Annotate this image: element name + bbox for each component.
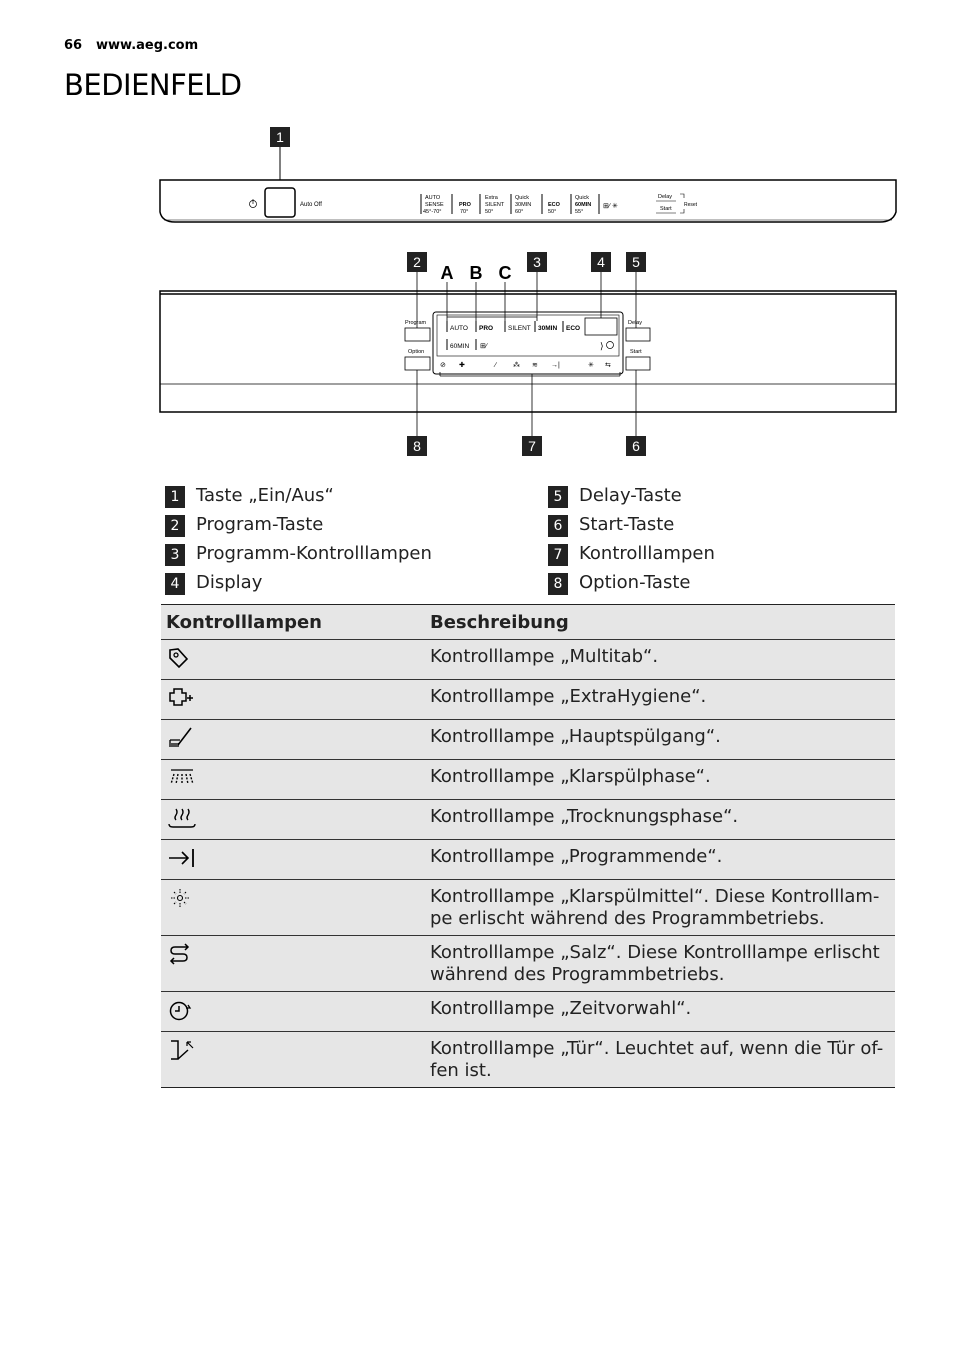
main-wash-icon [166,726,198,750]
callout-7 [522,436,542,456]
table-cell: Kontrolllampe „ExtraHygiene“. [425,680,895,720]
svg-text:30MIN: 30MIN [538,325,558,332]
svg-text:Delay: Delay [658,194,673,200]
svg-text:2: 2 [413,254,421,270]
program-button [405,328,430,341]
svg-text:✳: ✳ [588,362,594,369]
svg-text:⇆: ⇆ [605,362,611,369]
svg-text:4: 4 [597,254,605,270]
multitab-icon [166,646,198,670]
table-cell: Kontrolllampe „Zeitvorwahl“. [425,992,895,1032]
svg-text:Program: Program [405,320,427,326]
table-cell: Kontrolllampe „Programmende“. [425,840,895,880]
door-light: ⟩ [600,341,604,351]
legend-text: Display [196,572,263,593]
svg-text:60MIN: 60MIN [450,343,470,350]
svg-text:Reset: Reset [684,202,698,208]
callout-8 [407,436,427,456]
table-row [161,720,895,760]
svg-text:6: 6 [632,438,640,454]
svg-text:50°: 50° [548,209,557,215]
legend-badge: 1 [165,486,185,508]
svg-text:≋: ≋ [532,362,538,369]
door-icon [166,1038,198,1062]
table-cell: Kontrolllampe „Klarspülphase“. [425,760,895,800]
svg-text:PRO: PRO [479,325,494,332]
svg-text:45°-70°: 45°-70° [423,209,442,215]
svg-text:ECO: ECO [548,202,560,208]
table-cell: Kontrolllampe „Hauptspülgang“. [425,720,895,760]
svg-text:PRO: PRO [459,202,471,208]
table-row [161,1032,895,1088]
legend-text: Taste „Ein/Aus“ [196,485,334,506]
svg-text:Extra: Extra [485,195,498,201]
salt-icon [166,942,198,966]
letter-b: B [469,263,483,283]
callout-4 [591,252,611,272]
svg-text:⁂: ⁂ [513,362,520,369]
legend-text: Option-Taste [579,572,691,593]
svg-text:70°: 70° [460,209,469,215]
table-row [161,880,895,936]
letter-c: C [498,263,512,283]
svg-text:5: 5 [632,254,640,270]
svg-text:Start: Start [630,349,642,355]
indicator-table [161,604,895,1088]
svg-text:∕: ∕ [495,362,497,369]
table-row [161,760,895,800]
top-panel [160,180,896,222]
legend-badge: 6 [548,515,568,537]
svg-text:ECO: ECO [566,325,581,332]
table-cell: Kontrolllampe „Tür“. Leuchtet auf, wenn die Tür of-fen ist. [425,1032,895,1088]
column-header: Kontrolllampen [161,605,425,640]
table-cell: Kontrolllampe „Multitab“. [425,640,895,680]
legend-badge: 4 [165,573,185,595]
legend-badge: 3 [165,544,185,566]
svg-text:7: 7 [528,438,536,454]
legend-text: Programm-Kontrolllampen [196,543,432,564]
table-row [161,936,895,992]
legend-text: Delay-Taste [579,485,682,506]
power-button [265,188,295,217]
svg-text:Quick: Quick [575,195,590,201]
delay-clock-icon [166,998,198,1022]
legend-badge: 8 [548,573,568,595]
letter-a: A [440,263,454,283]
table-cell: Kontrolllampe „Klarspülmittel“. Diese Kontrolllam-pe erlischt während des Programmbetriebs. [425,880,895,936]
front-panel [160,291,896,412]
svg-text:8: 8 [413,438,421,454]
svg-text:60MIN: 60MIN [575,202,592,208]
callout-2 [407,252,427,272]
rinse-aid-icon [166,886,198,910]
svg-text:Delay: Delay [628,320,643,326]
table-cell: Kontrolllampe „Trocknungsphase“. [425,800,895,840]
svg-text:SILENT: SILENT [508,325,531,332]
svg-text:SENSE: SENSE [425,202,444,208]
page-number: 66 [64,38,83,53]
callout-1-label: 1 [276,129,284,145]
svg-text:Option: Option [408,349,425,355]
callout-1 [270,127,290,186]
header-url: www.aeg.com [96,38,199,53]
column-header: Beschreibung [425,605,895,640]
table-row [161,680,895,720]
callout-3 [527,252,547,272]
legend-text: Program-Taste [196,514,324,535]
svg-text:55°: 55° [575,209,584,215]
svg-text:⊘: ⊘ [440,362,446,369]
table-row [161,800,895,840]
table-row [161,840,895,880]
svg-text:AUTO: AUTO [425,195,441,201]
callout-6 [626,436,646,456]
legend-text: Kontrolllampen [579,543,715,564]
svg-text:⊞∕ ✳: ⊞∕ ✳ [603,203,618,210]
display-screen [585,318,617,335]
control-panel-diagram [0,120,954,465]
callout-5 [626,252,646,272]
svg-text:AUTO: AUTO [450,325,468,332]
rinse-icon [166,766,198,790]
program-end-icon [166,846,198,870]
page-title: BEDIENFELD [64,68,242,102]
svg-text:⊞∕: ⊞∕ [480,343,488,350]
svg-text:50°: 50° [485,209,494,215]
svg-text:→|: →| [551,362,560,369]
drying-icon [166,806,198,830]
svg-text:Start: Start [660,206,672,212]
svg-text:SILENT: SILENT [485,202,505,208]
auto-off-label: Auto Off [300,202,322,208]
table-row [161,992,895,1032]
table-row [161,640,895,680]
option-button [405,357,430,370]
svg-text:30MIN: 30MIN [515,202,532,208]
legend-badge: 7 [548,544,568,566]
legend-badge: 5 [548,486,568,508]
svg-text:✚: ✚ [459,362,465,369]
svg-text:3: 3 [533,254,541,270]
legend-text: Start-Taste [579,514,675,535]
start-button [626,357,650,370]
svg-text:60°: 60° [515,209,524,215]
svg-text:Quick: Quick [515,195,530,201]
legend-badge: 2 [165,515,185,537]
extrahygiene-icon [166,686,198,710]
table-cell: Kontrolllampe „Salz“. Diese Kontrolllampe erlischt während des Programmbetriebs. [425,936,895,992]
table-header-row [161,605,895,640]
delay-button [626,328,650,341]
